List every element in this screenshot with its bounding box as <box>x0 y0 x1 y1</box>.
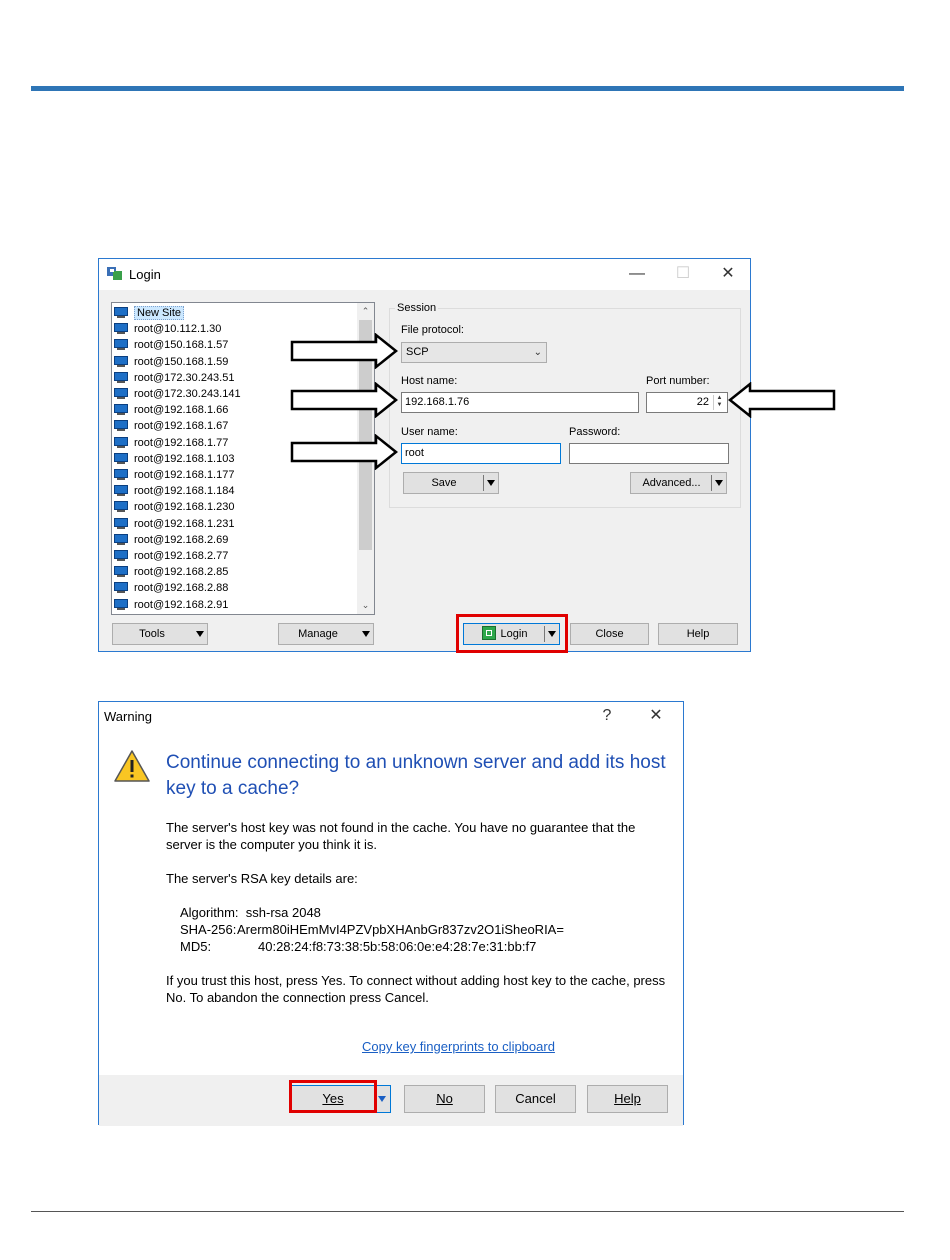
computer-icon <box>114 356 128 367</box>
site-item-new-site[interactable] <box>114 305 184 321</box>
file-protocol-select[interactable] <box>401 342 547 363</box>
winscp-app-icon <box>107 265 123 281</box>
site-item-label: root@150.168.1.57 <box>134 339 229 352</box>
site-item[interactable] <box>114 564 228 580</box>
bottom-rule <box>31 1211 904 1212</box>
computer-icon <box>114 550 128 561</box>
warning-paragraph-2: The server's RSA key details are: <box>166 871 358 886</box>
md5-value: 40:28:24:f8:73:38:5b:58:06:0e:e4:28:7e:31:bb:f7 <box>258 939 537 954</box>
site-item[interactable] <box>114 402 228 418</box>
no-button[interactable] <box>404 1085 485 1113</box>
user-name-label: User name: <box>401 426 458 438</box>
warning-dialog <box>98 701 684 1125</box>
algorithm-value: ssh-rsa 2048 <box>245 905 321 920</box>
site-item-label: root@192.168.2.91 <box>134 598 229 611</box>
site-item-label: root@192.168.1.184 <box>134 485 235 498</box>
host-name-input[interactable]: 192.168.1.76 <box>401 392 639 413</box>
yes-highlight-box <box>289 1080 377 1113</box>
login-button-label: Login <box>500 628 528 640</box>
close-icon[interactable]: ✕ <box>721 265 735 282</box>
site-item-label: root@192.168.1.230 <box>134 501 235 514</box>
warning-paragraph-1: The server's host key was not found in the cache. You have no guarantee that the server is the computer you think it is. <box>166 820 636 852</box>
tools-dropdown-icon[interactable] <box>193 626 207 642</box>
help-button[interactable] <box>658 623 738 645</box>
top-rule <box>31 86 904 91</box>
computer-icon <box>114 437 128 448</box>
site-item-label: root@192.168.1.67 <box>134 420 229 433</box>
arrow-port-number-icon <box>726 382 836 418</box>
algorithm-label: Algorithm: <box>180 905 239 920</box>
computer-icon <box>114 599 128 610</box>
login-title-bar <box>99 259 750 290</box>
host-name-label: Host name: <box>401 375 458 387</box>
site-item[interactable] <box>114 354 228 370</box>
password-label: Password: <box>569 426 621 438</box>
computer-icon <box>114 566 128 577</box>
site-item[interactable] <box>114 451 234 467</box>
site-item[interactable] <box>114 499 234 515</box>
key-details <box>180 904 680 955</box>
file-protocol-value: SCP <box>406 346 429 358</box>
copy-fingerprints-link[interactable]: Copy key fingerprints to clipboard <box>362 1039 555 1054</box>
computer-icon <box>114 453 128 464</box>
warning-close-icon[interactable]: ✕ <box>649 707 663 724</box>
save-button[interactable] <box>403 472 499 494</box>
scroll-up-icon[interactable]: ⌃ <box>361 306 370 316</box>
scroll-down-icon[interactable]: ⌄ <box>361 600 370 610</box>
site-item[interactable] <box>114 386 241 402</box>
site-item[interactable] <box>114 435 228 451</box>
site-item-label: New Site <box>134 306 184 320</box>
computer-icon <box>114 534 128 545</box>
user-name-input[interactable]: root <box>401 443 561 464</box>
warning-button-bar <box>99 1075 683 1126</box>
manage-dropdown-icon[interactable] <box>359 626 373 642</box>
port-number-label: Port number: <box>646 375 710 387</box>
port-number-input[interactable] <box>646 392 728 413</box>
warning-help-button-label: Help <box>614 1091 641 1106</box>
chevron-down-icon: ⌄ <box>533 347 542 358</box>
login-title: Login <box>129 267 161 282</box>
port-number-value: 22 <box>696 396 709 408</box>
close-button[interactable] <box>570 623 649 645</box>
computer-icon <box>114 372 128 383</box>
maximize-icon[interactable]: ☐ <box>675 265 691 282</box>
cancel-button-label: Cancel <box>515 1091 556 1106</box>
sha256-label: SHA-256: <box>180 922 237 937</box>
computer-icon <box>114 582 128 593</box>
manage-button[interactable] <box>278 623 374 645</box>
site-item[interactable] <box>114 337 228 353</box>
file-protocol-label: File protocol: <box>401 324 464 336</box>
tools-button-label: Tools <box>139 628 165 640</box>
no-button-label: No <box>436 1091 453 1106</box>
manage-button-label: Manage <box>298 628 338 640</box>
site-item[interactable] <box>114 516 234 532</box>
site-item[interactable] <box>114 532 228 548</box>
site-item-label: root@192.168.1.77 <box>134 436 229 449</box>
computer-icon <box>114 388 128 399</box>
site-item-label: root@150.168.1.59 <box>134 355 229 368</box>
computer-icon <box>114 501 128 512</box>
save-button-label: Save <box>431 477 457 489</box>
advanced-button-label: Advanced... <box>642 477 701 489</box>
close-button-label: Close <box>595 628 624 640</box>
new-site-icon <box>114 307 128 318</box>
site-item[interactable] <box>114 597 228 613</box>
site-item-label: root@172.30.243.141 <box>134 388 241 400</box>
site-item-label: root@172.30.243.51 <box>134 371 235 384</box>
minimize-icon[interactable]: — <box>629 265 645 282</box>
site-item-label: root@10.112.1.30 <box>134 323 222 336</box>
site-item-label: root@192.168.1.177 <box>134 469 235 481</box>
md5-label: MD5: <box>180 939 212 954</box>
site-item[interactable] <box>114 548 228 564</box>
password-input[interactable] <box>569 443 729 464</box>
advanced-button[interactable] <box>630 472 727 494</box>
site-item-label: root@192.168.1.231 <box>134 517 235 530</box>
arrow-user-name-icon <box>290 434 400 470</box>
site-item[interactable] <box>114 580 228 596</box>
warning-paragraph-3: If you trust this host, press Yes. To connect without adding host key to the cache, press No. To abandon the connection press Cancel. <box>166 973 666 1005</box>
site-item[interactable] <box>114 418 228 434</box>
site-item-label: root@192.168.1.103 <box>134 452 235 465</box>
computer-icon <box>114 485 128 496</box>
warning-heading: Continue connecting to an unknown server and add its host key to a cache? <box>166 752 666 799</box>
port-spinner-icon[interactable]: ▲ ▼ <box>713 395 725 410</box>
site-item[interactable] <box>114 467 234 483</box>
arrow-host-name-icon <box>290 382 400 418</box>
warning-title: Warning <box>104 709 152 724</box>
save-dropdown-icon[interactable] <box>483 475 498 491</box>
site-item-label: root@192.168.1.66 <box>134 404 229 417</box>
warning-icon <box>113 749 151 783</box>
site-item[interactable] <box>114 483 234 499</box>
computer-icon <box>114 518 128 529</box>
site-item[interactable] <box>114 321 221 337</box>
computer-icon <box>114 420 128 431</box>
warning-help-button[interactable] <box>587 1085 668 1113</box>
login-highlight-box <box>456 614 568 653</box>
cancel-button[interactable] <box>495 1085 576 1113</box>
login-window <box>98 258 751 652</box>
session-group-label: Session <box>397 302 437 314</box>
site-item[interactable] <box>114 370 234 386</box>
computer-icon <box>114 404 128 415</box>
site-item-label: root@192.168.2.85 <box>134 566 229 579</box>
arrow-file-protocol-icon <box>290 333 400 369</box>
site-item-label: root@192.168.2.69 <box>134 533 229 546</box>
computer-icon <box>114 469 128 480</box>
site-item-label: root@192.168.2.88 <box>134 582 229 595</box>
computer-icon <box>114 339 128 350</box>
computer-icon <box>114 323 128 334</box>
sha256-value: Arerm80iHEmMvI4PZVpbXHAnbGr837zv2O1iSheoRIA= <box>237 922 564 937</box>
site-item-label: root@192.168.2.77 <box>134 550 229 562</box>
yes-button-label: Yes <box>322 1091 344 1106</box>
tools-button[interactable] <box>112 623 208 645</box>
help-icon[interactable]: ? <box>602 707 612 724</box>
advanced-dropdown-icon[interactable] <box>711 475 726 491</box>
help-button-label: Help <box>686 628 710 640</box>
